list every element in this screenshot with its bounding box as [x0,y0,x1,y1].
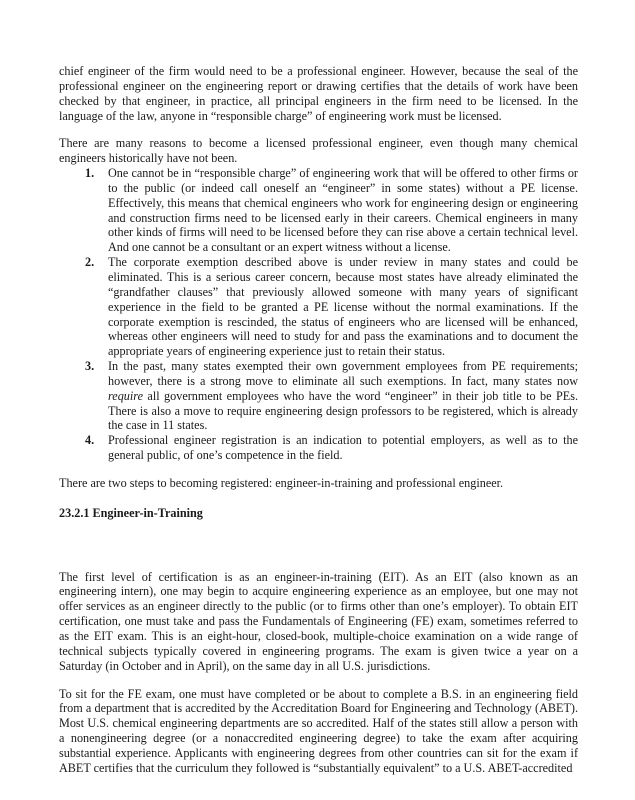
list-item-text: The corporate exemption described above is under review in many states and could be eliminated. This is a serious career concern, because most states have already eliminated the “grandfather clauses” that previously allowed someone with many years of significant experience in the field to be granted a PE license without the normal examinations. If the corporate exemption is rescinded, the status of engineers who are licensed will be enhanced, whereas other engineers will need to study for and pass the examinations and to document the appropriate years of engineering experience just to retain their status. [108,255,578,359]
list-item-text-before: In the past, many states exempted their own government employees from PE requirements; however, there is a strong move to eliminate all such exemptions. In fact, many states now [108,359,578,388]
list-item [59,359,578,433]
paragraph-fe-exam: To sit for the FE exam, one must have completed or be about to complete a B.S. in an engineering field from a department that is accredited by the Accreditation Board for Engineering and Technology (ABET). Most U.S. chemical engineering departments are so accredited. Half of the states still allow a person with a nonengineering degree (or a nonaccredited engineering degree) to take the exam after acquiring substantial experience. Applicants with engineering degrees from other countries can sit for the exam if ABET certifies that the curriculum they followed is “substantially equivalent” to a U.S. ABET-accredited [59,686,578,775]
section-heading: 23.2.1 Engineer-in-Training [59,505,203,520]
list-item-text-after: all government employees who have the word “engineer” in their job title to be PEs. There is also a move to require engineering design professors to be registered, which is already the case in 11 states. [108,388,578,433]
list-item [59,166,578,255]
list-item-number: 4. [85,433,95,448]
list-item [59,433,578,463]
paragraph-eit: The first level of certification is as an engineer-in-training (EIT). As an EIT (also known as an engineering intern), one may begin to acquire engineering experience as an employee, but one may not offer services as an engineer directly to the public (or to firms other than one’s employer). To obtain EIT certification, one must take and pass the Fundamentals of Engineering (FE) exam, sometimes referred to as the EIT exam. This is an eight-hour, closed-book, multiple-choice examination on a wide range of technical subjects typically covered in engineering programs. The exam is given twice a year on a Saturday (in October and in April), on the same day in all U.S. jurisdictions. [59,569,578,673]
list-item-number: 1. [85,166,95,181]
list-item-number: 2. [85,255,95,270]
list-item-text: Professional engineer registration is an indication to potential employers, as well as to the general public, of one’s competence in the field. [108,433,578,463]
paragraph-reasons-intro: There are many reasons to become a licensed professional engineer, even though many chemical engineers historically have not been. [59,136,578,166]
list-item-emphasis: require [108,388,143,403]
paragraph-two-steps: There are two steps to becoming registered: engineer-in-training and professional engineer. [59,475,504,490]
list-item-number: 3. [85,359,95,374]
list-item [59,255,578,359]
list-item-text: One cannot be in “responsible charge” of engineering work that will be offered to other firms or to the public (or indeed call oneself an “engineer” in some states) without a PE license. Effectively, this means that chemical engineers who work for engineering design or engineering and construction firms need to be licensed early in their careers. Chemical engineers in many other kinds of firms will need to be licensed before they can rise above a certain technical level. And one cannot be a consultant or an expert witness without a license. [108,166,578,255]
reasons-list [59,166,578,463]
paragraph-continuation: chief engineer of the firm would need to be a professional engineer. However, because the seal of the professional engineer on the engineering report or drawing certifies that the details of work have been checked by that engineer, in practice, all principal engineers in the firm need to be licensed. In the language of the law, anyone in “responsible charge” of engineering work must be licensed. [59,64,578,123]
